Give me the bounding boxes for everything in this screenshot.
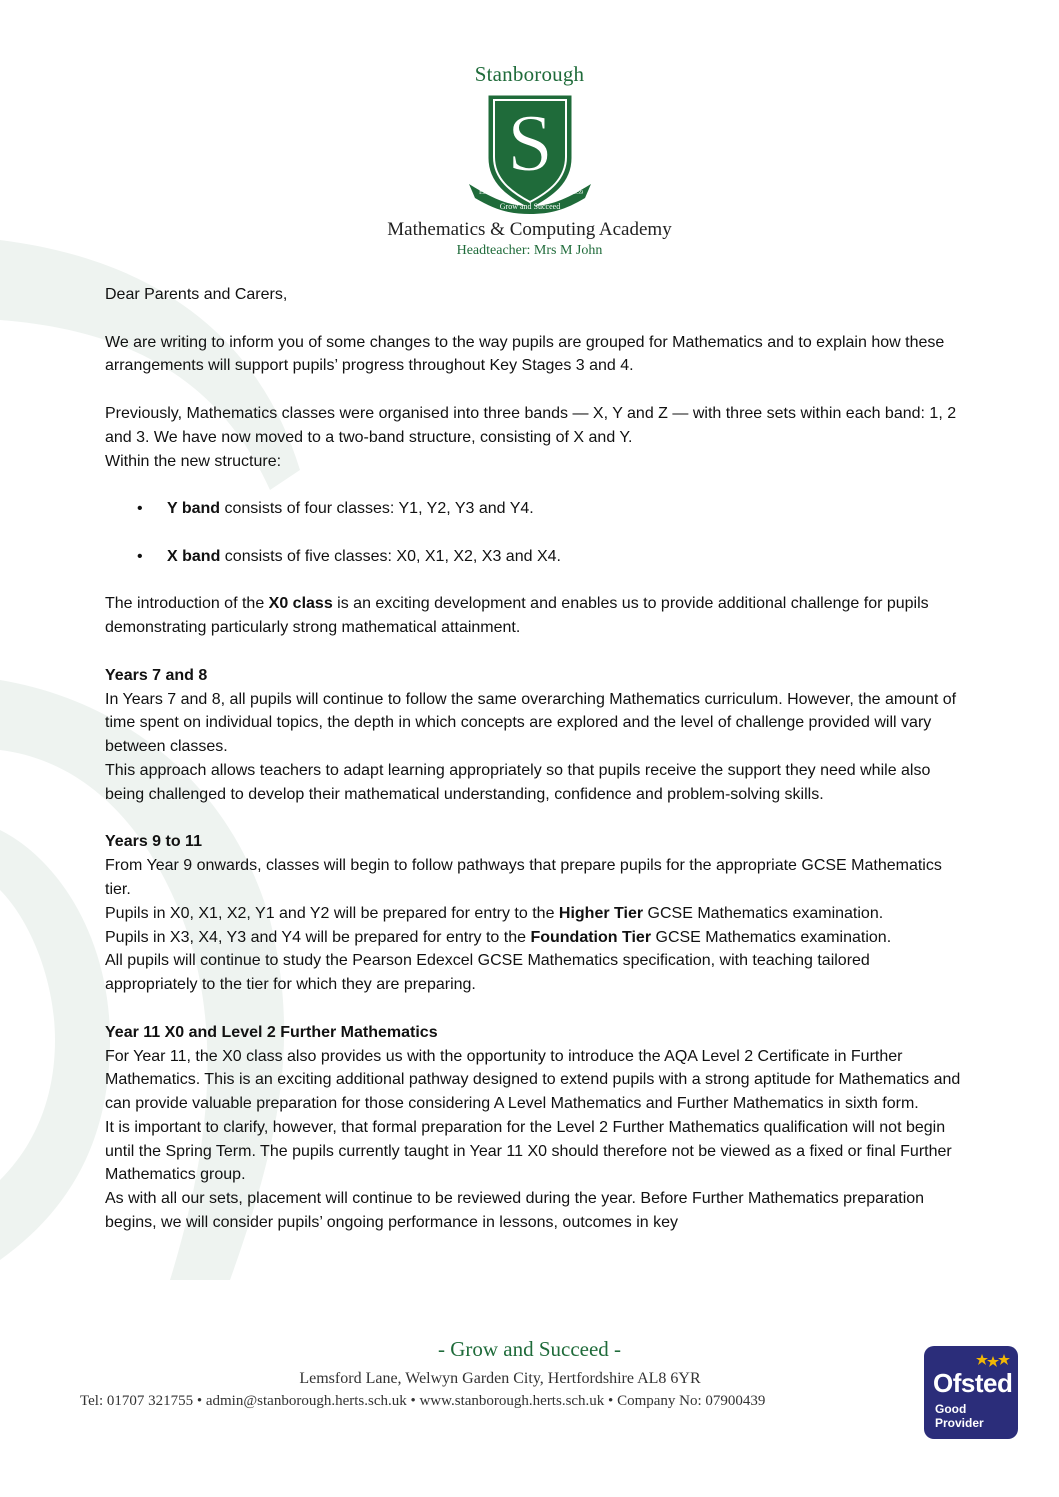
- list-item: [167, 545, 965, 569]
- ofsted-wordmark: Ofsted: [933, 1368, 1013, 1398]
- years-7-8-paragraph-2: This approach allows teachers to adapt learning appropriately so that pupils receive the support they need while also being challenged to develop their mathematical understanding, confidence and problem-solving skills.: [105, 761, 931, 803]
- previous-structure-paragraph: Previously, Mathematics classes were organised into three bands — X, Y and Z — with three sets within each band: 1, 2 and 3. We have now moved to a two-band structure, consisting of X and Y.: [105, 404, 957, 446]
- band-description: consists of five classes: X0, X1, X2, X3 and X4.: [220, 547, 561, 565]
- foundation-tier-paragraph: [105, 926, 965, 950]
- school-crest-icon: [465, 88, 595, 214]
- band-name: Y band: [167, 500, 221, 518]
- band-description: consists of four classes: Y1, Y2, Y3 and Y4.: [220, 500, 534, 518]
- section-heading-year-11-x0: Year 11 X0 and Level 2 Further Mathematics: [105, 1023, 438, 1041]
- crest-letter: S: [506, 97, 553, 188]
- footer-address: Lemsford Lane, Welwyn Garden City, Hertfordshire AL8 6YR: [299, 1370, 701, 1387]
- crest-est-left: Est: [478, 190, 487, 196]
- letter-body: [105, 283, 965, 1235]
- band-list: [105, 497, 965, 568]
- headteacher-name: Headteacher: Mrs M John: [456, 243, 603, 258]
- ofsted-badge: [924, 1346, 1018, 1439]
- section-heading-years-7-8: Years 7 and 8: [105, 666, 208, 684]
- school-name: Stanborough: [474, 62, 585, 86]
- academy-name: Mathematics & Computing Academy: [387, 219, 672, 240]
- x0-paragraph: [105, 592, 965, 640]
- higher-tier-paragraph: [105, 902, 965, 926]
- list-item: [167, 497, 965, 521]
- ofsted-rating-line-2: Provider: [935, 1416, 984, 1430]
- years-9-11-paragraph-1: From Year 9 onwards, classes will begin to follow pathways that prepare pupils for the appropriate GCSE Mathematics tier.: [105, 857, 942, 898]
- x0-text-pre: The introduction of the: [105, 595, 269, 613]
- band-name: X band: [167, 547, 221, 565]
- footer-contact: Tel: 01707 321755 • admin@stanborough.herts.sch.uk • www.stanborough.herts.sch.uk • Company No: 07900439: [80, 1393, 766, 1409]
- intro-paragraph: We are writing to inform you of some changes to the way pupils are grouped for Mathematics and to explain how these arrangements will support pupils’ progress throughout Key Stages 3 and 4.: [105, 333, 945, 375]
- higher-tier-text-bold: Higher Tier: [558, 904, 644, 922]
- new-structure-intro: Within the new structure:: [105, 452, 282, 470]
- ofsted-rating: [935, 1402, 1015, 1430]
- letterhead: [0, 62, 1059, 260]
- higher-tier-text-post: GCSE Mathematics examination.: [643, 904, 884, 922]
- higher-tier-text-pre: Pupils in X0, X1, X2, Y1 and Y2 will be prepared for entry to the: [105, 904, 559, 922]
- crest-est-right: 1959: [570, 190, 583, 196]
- foundation-tier-text-post: GCSE Mathematics examination.: [651, 928, 892, 946]
- section-heading-years-9-11: Years 9 to 11: [105, 833, 202, 851]
- year-11-paragraph-1: For Year 11, the X0 class also provides us with the opportunity to introduce the AQA Level 2 Certificate in Further Mathematics. This is an exciting additional pathway designed to extend pupils with a strong aptitude for Mathematics and can provide valuable preparation for those considering A Level Mathematics and Further Mathematics in sixth form.: [105, 1047, 961, 1113]
- year-11-paragraph-2: It is important to clarify, however, that formal preparation for the Level 2 Further Mathematics qualification will not begin until the Spring Term. The pupils currently taught in Year 11 X0 should therefore not be viewed as a fixed or final Further Mathematics group.: [105, 1118, 952, 1184]
- x0-text-bold: X0 class: [268, 595, 333, 613]
- crest-ribbon-text: Grow and Succeed: [499, 202, 560, 211]
- year-11-paragraph-3: As with all our sets, placement will continue to be reviewed during the year. Before Further Mathematics preparation begins, we will consider pupils’ ongoing performance in lessons, outcomes in key: [105, 1190, 925, 1232]
- foundation-tier-text-bold: Foundation Tier: [530, 928, 652, 946]
- foundation-tier-text-pre: Pupils in X3, X4, Y3 and Y4 will be prepared for entry to the: [105, 928, 531, 946]
- years-9-11-paragraph-4: All pupils will continue to study the Pearson Edexcel GCSE Mathematics specification, with teaching tailored appropriately to the tier for which they are preparing.: [105, 952, 870, 994]
- years-7-8-paragraph-1: In Years 7 and 8, all pupils will continue to follow the same overarching Mathematics curriculum. However, the amount of time spent on individual topics, the depth in which concepts are explored and the level of challenge provided will vary between classes.: [105, 690, 957, 756]
- footer-motto: - Grow and Succeed -: [437, 1337, 622, 1361]
- ofsted-rating-line-1: Good: [935, 1402, 967, 1416]
- salutation: Dear Parents and Carers,: [105, 286, 288, 303]
- x0-text-post: is an exciting development and enables us to provide additional challenge for pupils demonstrating particularly strong mathematical attainment.: [105, 595, 929, 637]
